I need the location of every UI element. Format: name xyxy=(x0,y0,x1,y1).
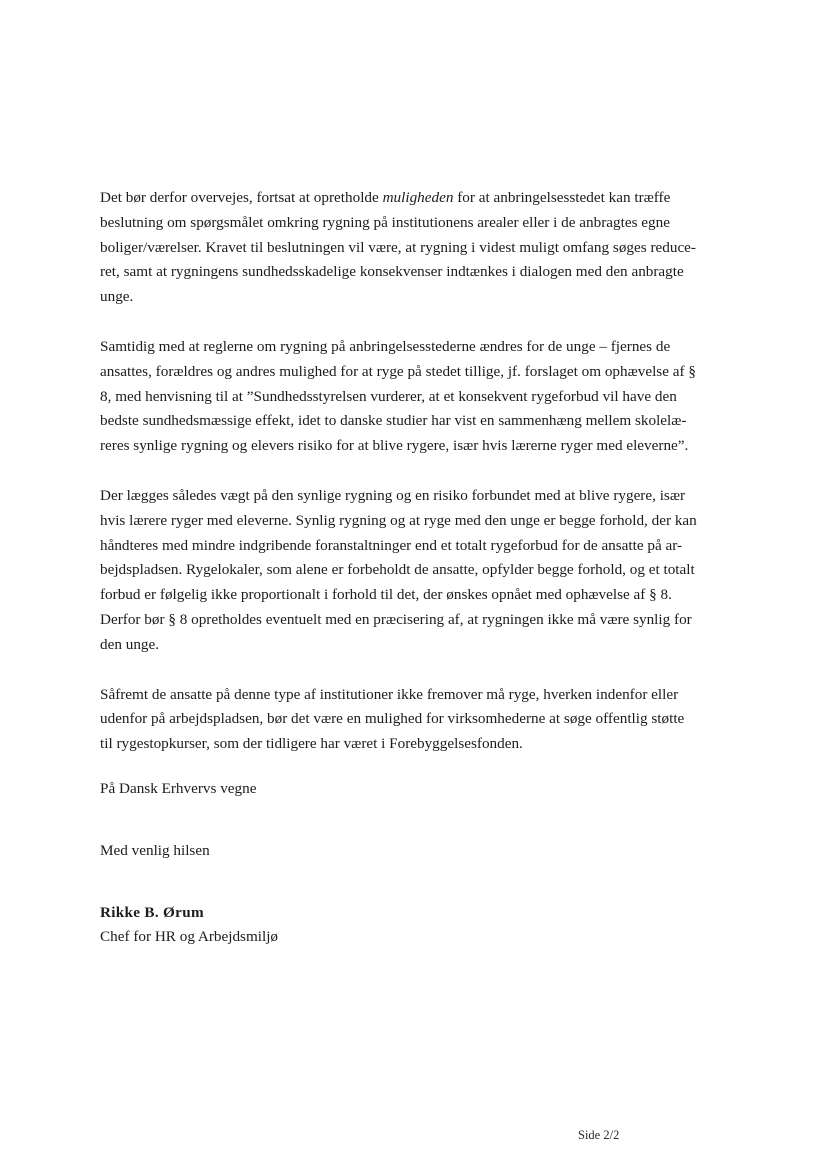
paragraph-line: Derfor bør § 8 opretholdes eventuelt med en præcisering af, at rygningen ikke må være synlig for xyxy=(100,610,692,628)
paragraph-line: ret, samt at rygningens sundhedsskadelige konsekvenser indtænkes i dialogen med den anbragte xyxy=(100,263,684,281)
paragraph-line: Samtidig med at reglerne om rygning på anbringelsesstederne ændres for de unge – fjernes de xyxy=(100,337,671,355)
letter-body xyxy=(100,186,730,950)
paragraph-public-support xyxy=(100,683,730,757)
paragraph-line: reres synlige rygning og elevers risiko for at blive rygere, især hvis lærerne ryger med eleverne”. xyxy=(100,437,689,455)
paragraph-line: beslutning om spørgsmålet omkring rygning på institutionens arealer eller i de anbragtes egne xyxy=(100,213,670,231)
paragraph-line: boliger/værelser. Kravet til beslutningen vil være, at rygning i videst muligt omfang søges reduce- xyxy=(100,238,696,256)
paragraph-line: bedste sundhedsmæssige effekt, idet to danske studier har vist en sammenhæng mellem skolelæ- xyxy=(100,412,687,430)
paragraph-line: udenfor på arbejdspladsen, bør det være en mulighed for virksomhederne at søge offentlig støtte xyxy=(100,710,685,728)
paragraph-line: Der lægges således vægt på den synlige rygning og en risiko forbundet med at blive rygere, især xyxy=(100,486,686,504)
on-behalf-line: På Dansk Erhvervs vegne xyxy=(100,779,257,797)
paragraph-line: hvis lærere ryger med eleverne. Synlig rygning og at ryge med den unge er begge forhold, der kan xyxy=(100,511,697,529)
paragraph-line: den unge. xyxy=(100,635,160,653)
signatory-name: Rikke B. Ørum xyxy=(100,903,204,921)
paragraph-line: 8, med henvisning til at ”Sundhedsstyrelsen vurderer, at et konsekvent rygeforbud vil have den xyxy=(100,387,677,405)
paragraph-line: til rygestopkurser, som der tidligere har været i Forebyggelsesfonden. xyxy=(100,735,523,753)
greeting-line: Med venlig hilsen xyxy=(100,841,210,859)
paragraph-visible-smoking xyxy=(100,484,730,658)
paragraph-line: Såfremt de ansatte på denne type af institutioner ikke fremover må ryge, hverken indenfor eller xyxy=(100,685,679,703)
paragraph-line: forbud er følgelig ikke proportionalt i forhold til det, der ønskes opnået med ophævelse af § 8. xyxy=(100,586,672,604)
paragraph-line: unge. xyxy=(100,288,134,306)
emphasis-text: muligheden xyxy=(382,189,454,206)
signature-block xyxy=(100,901,730,951)
paragraph-smoking-decision xyxy=(100,186,730,310)
signatory-title: Chef for HR og Arbejdsmiljø xyxy=(100,928,279,946)
paragraph-line: bejdspladsen. Rygelokaler, som alene er forbeholdt de ansatte, opfylder begge forhold, og et totalt xyxy=(100,561,695,579)
paragraph-line: ansattes, forældres og andres mulighed for at ryge på stedet tillige, jf. forslaget om ophævelse af § xyxy=(100,362,696,380)
paragraph-line: håndteres med mindre indgribende foranstaltninger end et totalt rygeforbud for de ansatte på ar- xyxy=(100,536,683,554)
paragraph-staff-smoking xyxy=(100,335,730,459)
paragraph-line: Det bør derfor overvejes, fortsat at opretholde muligheden for at anbringelsesstedet kan træffe xyxy=(100,189,671,206)
page-number: Side 2/2 xyxy=(578,1128,620,1142)
